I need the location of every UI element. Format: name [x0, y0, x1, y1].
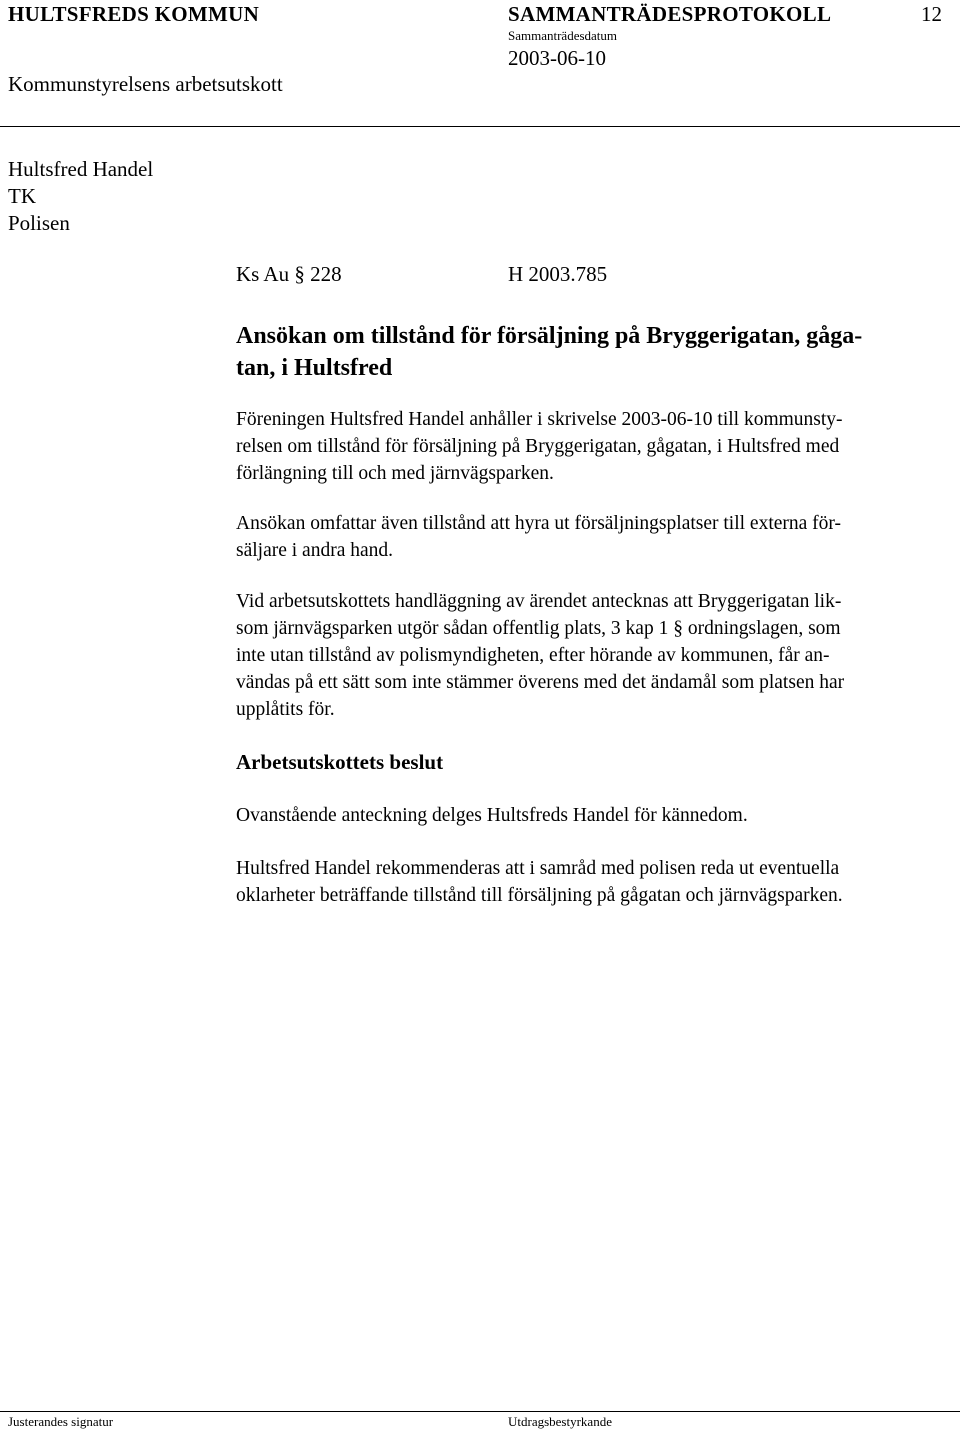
text-line [236, 615, 958, 642]
heading-line: tan, i Hultsfred [236, 355, 393, 381]
meeting-date-label: Sammanträdesdatum [508, 28, 618, 43]
decision-heading: Arbetsutskottets beslut [236, 750, 444, 774]
section-sign: § [294, 262, 305, 286]
case-number: H 2003.785 [508, 262, 608, 286]
committee-name: Kommunstyrelsens arbetsutskott [8, 72, 283, 96]
text-line: oklarheter beträffande tillstånd till försäljning på gågatan och järnvägsparken. [236, 885, 843, 906]
text-segment: ordningslagen, som [687, 618, 841, 639]
text-line: Föreningen Hultsfred Handel anhåller i skrivelse 2003-06-10 till kommunsty- [236, 409, 843, 430]
decision-paragraph [236, 802, 958, 829]
paragraph-handling [236, 588, 958, 723]
heading-line: Ansökan om tillstånd för försäljning på Bryggerigatan, gåga- [236, 323, 863, 349]
protocol-title: SAMMANTRÄDESPROTOKOLL [508, 2, 832, 26]
text-line: Vid arbetsutskottets handläggning av ärendet antecknas att Bryggerigatan lik- [236, 591, 842, 612]
footer-divider [0, 1411, 960, 1412]
case-reference-prefix: Ks Au [236, 262, 290, 286]
organization-name: HULTSFREDS KOMMUN [8, 2, 260, 26]
document-body [236, 320, 958, 909]
decision-paragraph [236, 855, 958, 909]
text-line: relsen om tillstånd för försäljning på Bryggerigatan, gågatan, i Hultsfred med [236, 436, 840, 457]
text-line: Ansökan omfattar även tillstånd att hyra ut försäljningsplatser till externa för- [236, 513, 842, 534]
certification-label: Utdragsbestyrkande [508, 1414, 612, 1429]
signature-label: Justerandes signatur [8, 1414, 114, 1429]
text-line: Hultsfred Handel rekommenderas att i samråd med polisen reda ut eventuella [236, 858, 840, 879]
page-number: 12 [921, 2, 942, 26]
text-line: upplåtits för. [236, 699, 335, 720]
recipient: Polisen [8, 211, 70, 235]
recipient-list [8, 156, 153, 237]
text-line: inte utan tillstånd av polismyndigheten, efter hörande av kommunen, får an- [236, 645, 830, 666]
text-line: vändas på ett sätt som inte stämmer överens med det ändamål som platsen har [236, 672, 845, 693]
agenda-heading [236, 320, 958, 384]
text-line: Ovanstående anteckning delges Hultsfreds Handel för kännedom. [236, 805, 748, 826]
section-sign: § [673, 618, 683, 639]
case-reference [236, 262, 342, 287]
case-reference-number: 228 [310, 262, 342, 286]
recipient: TK [8, 184, 36, 208]
paragraph-scope [236, 510, 958, 564]
paragraph-application [236, 406, 958, 487]
text-segment: som järnvägsparken utgör sådan offentlig plats, 3 kap 1 [236, 618, 669, 639]
text-line: förlängning till och med järnvägsparken. [236, 463, 554, 484]
meeting-date: 2003-06-10 [508, 46, 606, 70]
recipient: Hultsfred Handel [8, 157, 154, 181]
header-divider [0, 126, 960, 127]
text-line: säljare i andra hand. [236, 540, 394, 561]
